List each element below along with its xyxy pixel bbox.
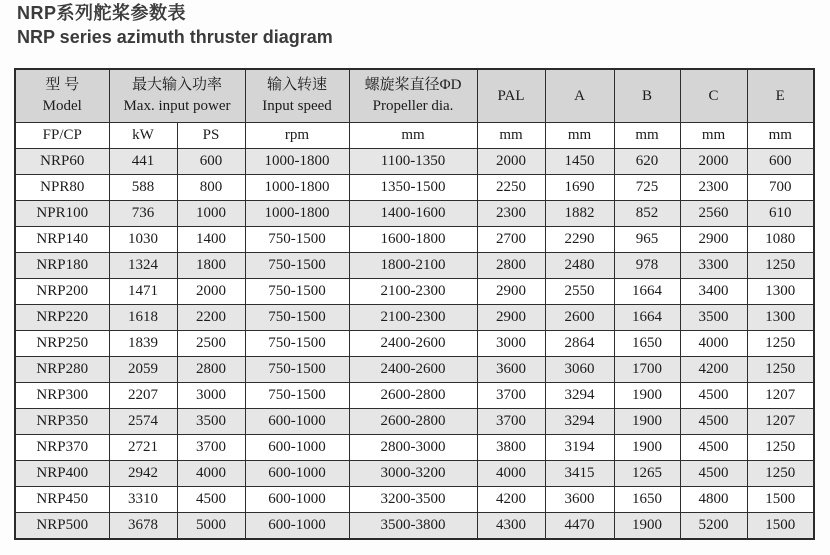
value-cell: 1800 <box>177 253 245 279</box>
value-cell: 750-1500 <box>245 357 349 383</box>
table-row <box>15 357 814 383</box>
model-cell: NPR100 <box>15 201 109 227</box>
value-cell: 1080 <box>747 227 814 253</box>
col-header-model-zh: 型 号 <box>45 77 80 93</box>
value-cell: 965 <box>614 227 680 253</box>
value-cell: 3194 <box>545 435 614 461</box>
model-cell: NRP450 <box>15 487 109 513</box>
value-cell: 2250 <box>477 175 545 201</box>
title-english: NRP series azimuth thruster diagram <box>17 27 333 47</box>
value-cell: 2200 <box>177 305 245 331</box>
value-cell: 3294 <box>545 409 614 435</box>
value-cell: 3000 <box>177 383 245 409</box>
model-cell: NRP350 <box>15 409 109 435</box>
value-cell: 3500-3800 <box>349 513 477 540</box>
value-cell: 4500 <box>177 487 245 513</box>
col-header-power-zh: 最大输入功率 <box>132 77 223 93</box>
value-cell: 1500 <box>747 513 814 540</box>
value-cell: 4500 <box>680 435 747 461</box>
value-cell: 1900 <box>614 409 680 435</box>
value-cell: 4800 <box>680 487 747 513</box>
value-cell: 2574 <box>109 409 177 435</box>
value-cell: 750-1500 <box>245 253 349 279</box>
units-cell: mm <box>349 123 477 149</box>
units-cell: mm <box>614 123 680 149</box>
model-cell: NPR80 <box>15 175 109 201</box>
units-cell: mm <box>477 123 545 149</box>
col-header-power <box>109 69 245 123</box>
value-cell: 600 <box>747 149 814 175</box>
value-cell: 1900 <box>614 513 680 540</box>
value-cell: 1882 <box>545 201 614 227</box>
value-cell: 610 <box>747 201 814 227</box>
value-cell: 2400-2600 <box>349 331 477 357</box>
value-cell: 2550 <box>545 279 614 305</box>
value-cell: 2800-3000 <box>349 435 477 461</box>
value-cell: 1324 <box>109 253 177 279</box>
value-cell: 852 <box>614 201 680 227</box>
value-cell: 1839 <box>109 331 177 357</box>
units-row <box>15 123 814 149</box>
value-cell: 800 <box>177 175 245 201</box>
value-cell: 4500 <box>680 383 747 409</box>
value-cell: 3000-3200 <box>349 461 477 487</box>
model-cell: NRP200 <box>15 279 109 305</box>
table-row <box>15 305 814 331</box>
value-cell: 2600-2800 <box>349 409 477 435</box>
value-cell: 1265 <box>614 461 680 487</box>
model-cell: NRP250 <box>15 331 109 357</box>
value-cell: 2100-2300 <box>349 305 477 331</box>
value-cell: 1000 <box>177 201 245 227</box>
table-row <box>15 383 814 409</box>
col-header-a: A <box>545 69 614 123</box>
value-cell: 1664 <box>614 279 680 305</box>
value-cell: 1471 <box>109 279 177 305</box>
value-cell: 4300 <box>477 513 545 540</box>
value-cell: 4000 <box>680 331 747 357</box>
value-cell: 1900 <box>614 383 680 409</box>
value-cell: 4200 <box>477 487 545 513</box>
value-cell: 2000 <box>177 279 245 305</box>
value-cell: 2864 <box>545 331 614 357</box>
value-cell: 750-1500 <box>245 305 349 331</box>
value-cell: 3000 <box>477 331 545 357</box>
value-cell: 2721 <box>109 435 177 461</box>
value-cell: 3500 <box>177 409 245 435</box>
col-header-pal: PAL <box>477 69 545 123</box>
value-cell: 1900 <box>614 435 680 461</box>
value-cell: 2560 <box>680 201 747 227</box>
table-row <box>15 513 814 540</box>
value-cell: 700 <box>747 175 814 201</box>
value-cell: 3700 <box>177 435 245 461</box>
units-cell: FP/CP <box>15 123 109 149</box>
value-cell: 3060 <box>545 357 614 383</box>
col-header-propeller <box>349 69 477 123</box>
value-cell: 1000-1800 <box>245 175 349 201</box>
value-cell: 2900 <box>477 305 545 331</box>
value-cell: 600-1000 <box>245 435 349 461</box>
value-cell: 750-1500 <box>245 383 349 409</box>
value-cell: 2400-2600 <box>349 357 477 383</box>
value-cell: 3200-3500 <box>349 487 477 513</box>
value-cell: 3600 <box>545 487 614 513</box>
units-cell: mm <box>545 123 614 149</box>
value-cell: 1250 <box>747 357 814 383</box>
table-body <box>15 149 814 540</box>
value-cell: 1000-1800 <box>245 201 349 227</box>
value-cell: 600-1000 <box>245 513 349 540</box>
model-cell: NRP220 <box>15 305 109 331</box>
value-cell: 3415 <box>545 461 614 487</box>
value-cell: 736 <box>109 201 177 227</box>
model-cell: NRP140 <box>15 227 109 253</box>
col-header-c: C <box>680 69 747 123</box>
value-cell: 2290 <box>545 227 614 253</box>
units-cell: rpm <box>245 123 349 149</box>
value-cell: 750-1500 <box>245 279 349 305</box>
col-header-speed <box>245 69 349 123</box>
value-cell: 4000 <box>177 461 245 487</box>
value-cell: 1600-1800 <box>349 227 477 253</box>
value-cell: 750-1500 <box>245 331 349 357</box>
value-cell: 978 <box>614 253 680 279</box>
header-row <box>15 69 814 123</box>
table-row <box>15 175 814 201</box>
value-cell: 4470 <box>545 513 614 540</box>
value-cell: 1030 <box>109 227 177 253</box>
value-cell: 2600 <box>545 305 614 331</box>
value-cell: 600-1000 <box>245 487 349 513</box>
col-header-speed-zh: 输入转速 <box>267 77 328 93</box>
value-cell: 750-1500 <box>245 227 349 253</box>
value-cell: 2207 <box>109 383 177 409</box>
model-cell: NRP300 <box>15 383 109 409</box>
value-cell: 1250 <box>747 331 814 357</box>
value-cell: 620 <box>614 149 680 175</box>
model-cell: NRP280 <box>15 357 109 383</box>
value-cell: 725 <box>614 175 680 201</box>
units-cell: mm <box>680 123 747 149</box>
table-row <box>15 435 814 461</box>
value-cell: 1250 <box>747 435 814 461</box>
value-cell: 3300 <box>680 253 747 279</box>
value-cell: 1300 <box>747 305 814 331</box>
value-cell: 2700 <box>477 227 545 253</box>
title-chinese: NRP系列舵桨参数表 <box>17 3 187 23</box>
table-row <box>15 253 814 279</box>
col-header-speed-en: Input speed <box>262 98 332 114</box>
value-cell: 2942 <box>109 461 177 487</box>
value-cell: 3294 <box>545 383 614 409</box>
value-cell: 2600-2800 <box>349 383 477 409</box>
table-row <box>15 201 814 227</box>
value-cell: 2800 <box>477 253 545 279</box>
col-header-b: B <box>614 69 680 123</box>
model-cell: NRP370 <box>15 435 109 461</box>
value-cell: 1250 <box>747 461 814 487</box>
value-cell: 600 <box>177 149 245 175</box>
thruster-spec-table <box>14 68 815 540</box>
value-cell: 1300 <box>747 279 814 305</box>
value-cell: 4500 <box>680 461 747 487</box>
value-cell: 3400 <box>680 279 747 305</box>
value-cell: 3678 <box>109 513 177 540</box>
value-cell: 441 <box>109 149 177 175</box>
value-cell: 1650 <box>614 487 680 513</box>
value-cell: 1350-1500 <box>349 175 477 201</box>
value-cell: 2300 <box>680 175 747 201</box>
table-row <box>15 461 814 487</box>
value-cell: 1207 <box>747 383 814 409</box>
value-cell: 3600 <box>477 357 545 383</box>
value-cell: 2480 <box>545 253 614 279</box>
value-cell: 2900 <box>477 279 545 305</box>
value-cell: 2000 <box>680 149 747 175</box>
value-cell: 1500 <box>747 487 814 513</box>
value-cell: 1400-1600 <box>349 201 477 227</box>
value-cell: 1650 <box>614 331 680 357</box>
value-cell: 600-1000 <box>245 461 349 487</box>
value-cell: 4500 <box>680 409 747 435</box>
model-cell: NRP400 <box>15 461 109 487</box>
value-cell: 3700 <box>477 409 545 435</box>
value-cell: 3700 <box>477 383 545 409</box>
model-cell: NRP180 <box>15 253 109 279</box>
value-cell: 2900 <box>680 227 747 253</box>
value-cell: 3800 <box>477 435 545 461</box>
value-cell: 1618 <box>109 305 177 331</box>
units-cell: kW <box>109 123 177 149</box>
col-header-propeller-zh: 螺旋桨直径ΦD <box>364 77 462 93</box>
value-cell: 1400 <box>177 227 245 253</box>
value-cell: 2000 <box>477 149 545 175</box>
value-cell: 600-1000 <box>245 409 349 435</box>
page-title <box>17 1 333 49</box>
table-row <box>15 227 814 253</box>
value-cell: 1800-2100 <box>349 253 477 279</box>
value-cell: 1450 <box>545 149 614 175</box>
units-cell: PS <box>177 123 245 149</box>
value-cell: 4200 <box>680 357 747 383</box>
value-cell: 4000 <box>477 461 545 487</box>
col-header-e: E <box>747 69 814 123</box>
units-cell: mm <box>747 123 814 149</box>
table-row <box>15 149 814 175</box>
table-row <box>15 279 814 305</box>
value-cell: 3500 <box>680 305 747 331</box>
col-header-propeller-en: Propeller dia. <box>372 98 454 114</box>
value-cell: 1690 <box>545 175 614 201</box>
value-cell: 1207 <box>747 409 814 435</box>
col-header-model-en: Model <box>42 98 82 114</box>
value-cell: 2800 <box>177 357 245 383</box>
table-row <box>15 487 814 513</box>
value-cell: 2300 <box>477 201 545 227</box>
value-cell: 1700 <box>614 357 680 383</box>
value-cell: 1250 <box>747 253 814 279</box>
value-cell: 1000-1800 <box>245 149 349 175</box>
model-cell: NRP60 <box>15 149 109 175</box>
table-row <box>15 331 814 357</box>
model-cell: NRP500 <box>15 513 109 540</box>
col-header-power-en: Max. input power <box>123 98 231 114</box>
value-cell: 2100-2300 <box>349 279 477 305</box>
value-cell: 2059 <box>109 357 177 383</box>
value-cell: 1664 <box>614 305 680 331</box>
value-cell: 588 <box>109 175 177 201</box>
value-cell: 1100-1350 <box>349 149 477 175</box>
col-header-model <box>15 69 109 123</box>
value-cell: 5000 <box>177 513 245 540</box>
value-cell: 5200 <box>680 513 747 540</box>
table-row <box>15 409 814 435</box>
value-cell: 2500 <box>177 331 245 357</box>
value-cell: 3310 <box>109 487 177 513</box>
